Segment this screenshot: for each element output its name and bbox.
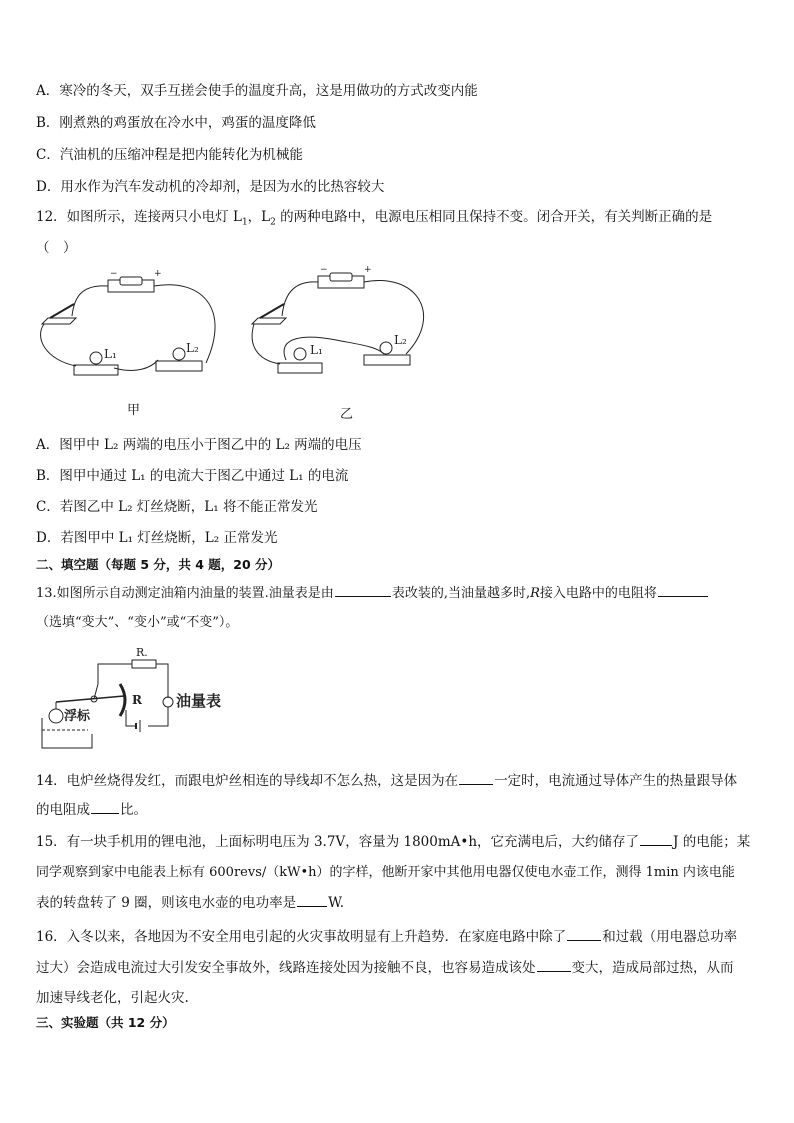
- lamp-label-l2: L₂: [186, 341, 199, 355]
- q14-line2: [36, 800, 147, 820]
- label-float: 浮标: [64, 709, 91, 724]
- q16-line3: 加速导线老化，引起火灾.: [36, 990, 189, 1006]
- oil-meter-dial: [163, 697, 173, 707]
- battery-cell: [330, 273, 352, 281]
- circuit-diagram-yi: [246, 264, 436, 384]
- q15-line2: 同学观察到家中电能表上标有 600revs/（kW•h）的字样，他断开家中其他用电器仅使电水壶工作，测得 1min 内该电能: [36, 865, 735, 880]
- q11-option-d: D．用水作为汽车发动机的冷却剂，是因为水的比热容较大: [36, 179, 385, 195]
- answer-blank: [567, 927, 601, 941]
- answer-blank: [640, 832, 672, 846]
- label-oil-meter: 油量表: [176, 692, 222, 710]
- section-fill-in-blank: 二、填空题（每题 5 分，共 4 题，20 分）: [36, 557, 281, 572]
- lamp-label-l1: L₁: [310, 343, 323, 357]
- lamp-label-l2: L₂: [394, 333, 407, 347]
- fig-label-yi: 乙: [340, 407, 354, 422]
- q15-text-d: 表的转盘转了 9 圈，则该电水壶的电功率是: [36, 895, 297, 911]
- q16-text-c: 过大）会造成电流过大引发安全事故外，线路连接处因为接触不良，也容易造成该处: [36, 960, 536, 976]
- wire: [126, 710, 136, 726]
- q15-text-e: W.: [328, 895, 344, 911]
- lamp-base-l1: [74, 365, 118, 375]
- q12-stem-b: 的两种电路中，电源电压相同且保持不变。闭合开关，有关判断正确的是: [275, 209, 713, 225]
- float: [49, 709, 63, 723]
- q16-text-b: 和过载（用电器总功率: [602, 929, 738, 945]
- answer-blank: [658, 583, 708, 597]
- switch-base: [42, 318, 76, 324]
- q12-option-d: D．若图甲中 L₁ 灯丝烧断，L₂ 正常发光: [36, 530, 278, 546]
- lamp-base-l2: [364, 355, 410, 365]
- fig-label-jia: 甲: [127, 403, 141, 418]
- svg-text:−: −: [320, 265, 328, 275]
- lever-arm: [56, 696, 124, 702]
- q15-line3: [36, 893, 344, 913]
- q16-line2: [36, 958, 734, 978]
- svg-text:−: −: [110, 269, 118, 279]
- resistor-r: [120, 684, 125, 716]
- answer-blank: [91, 800, 119, 814]
- svg-text:+: +: [154, 269, 162, 279]
- oil-gauge-diagram: [36, 644, 236, 754]
- q14-line1: [36, 771, 737, 791]
- bulb-l2: [173, 348, 185, 360]
- q11-option-a: A．寒冷的冬天，双手互搓会使手的温度升高，这是用做功的方式改变内能: [36, 83, 478, 99]
- wire: [41, 324, 76, 366]
- bulb-l1: [294, 348, 306, 360]
- q12-comma: ，L: [247, 209, 271, 225]
- lamp-label-l1: L₁: [104, 347, 117, 361]
- switch-lever: [50, 304, 74, 318]
- q13-text-c: 接入电路中的电阻将: [539, 586, 657, 601]
- battery-cell: [120, 277, 142, 285]
- q14-text-a: 14．电炉丝烧得发红，而跟电炉丝相连的导线却不怎么热，这是因为在: [36, 773, 459, 789]
- answer-blank: [459, 771, 493, 785]
- q12-option-c: C．若图乙中 L₂ 灯丝烧断，L₁ 将不能正常发光: [36, 499, 318, 515]
- q13-line2: （选填“变大”、“变小”或“不变”）。: [36, 615, 239, 630]
- svg-text:+: +: [364, 265, 372, 275]
- resistor-r0: [132, 660, 156, 668]
- label-r: R: [132, 693, 142, 707]
- wire: [98, 664, 132, 684]
- q12-stem: [36, 207, 712, 233]
- switch-base: [252, 318, 286, 324]
- q13-text-b: 表改装的,当油量越多时,: [391, 586, 531, 601]
- q14-text-d: 比。: [120, 802, 147, 818]
- wire: [114, 360, 158, 370]
- bulb-l1: [90, 352, 102, 364]
- wire: [282, 282, 318, 316]
- circuit-diagram-jia: [36, 268, 226, 388]
- lamp-base-l1: [278, 363, 322, 373]
- wire: [252, 324, 280, 364]
- q15-text-b: J 的电能；某: [673, 834, 751, 850]
- q12-stem-a: 12．如图所示，连接两只小电灯 L: [36, 209, 242, 225]
- q12-option-a: A．图甲中 L₂ 两端的电压小于图乙中的 L₂ 两端的电压: [36, 437, 362, 453]
- q11-option-c: C．汽油机的压缩冲程是把内能转化为机械能: [36, 147, 303, 163]
- q16-text-a: 16．入冬以来，各地因为不安全用电引起的火灾事故明显有上升趋势．在家庭电路中除了: [36, 929, 567, 945]
- switch-lever: [260, 304, 284, 318]
- q13-line1: [36, 583, 709, 604]
- bulb-l2: [380, 342, 392, 354]
- q12-sub1: 1: [241, 217, 248, 228]
- q13-r: R: [530, 586, 540, 601]
- q12-answer-paren: （ ）: [36, 240, 77, 256]
- answer-blank: [537, 958, 571, 972]
- wire: [156, 664, 168, 698]
- q12-sub2: 2: [270, 217, 276, 228]
- wire: [72, 286, 108, 316]
- q16-text-d: 变大，造成局部过热，从而: [571, 960, 734, 976]
- q13-text-a: 13.如图所示自动测定油箱内油量的装置.油量表是由: [36, 586, 334, 601]
- answer-blank: [335, 583, 391, 597]
- lamp-base-l2: [156, 361, 202, 371]
- q16-line1: [36, 927, 737, 947]
- q15-line1: [36, 832, 750, 852]
- q15-text-a: 15．有一块手机用的锂电池，上面标明电压为 3.7V，容量为 1800mA•h，它充满电后，大约储存了: [36, 834, 640, 850]
- label-r0: R.: [136, 646, 148, 659]
- q11-option-b: B．刚煮熟的鸡蛋放在冷水中，鸡蛋的温度降低: [36, 115, 316, 131]
- section-experiment: 三、实验题（共 12 分）: [36, 1015, 175, 1030]
- q12-option-b: B．图甲中通过 L₁ 的电流大于图乙中通过 L₁ 的电流: [36, 468, 349, 484]
- wire: [148, 707, 168, 726]
- q14-text-c: 的电阻成: [36, 802, 90, 818]
- q14-text-b: 一定时，电流通过导体产生的热量跟导体: [494, 773, 738, 789]
- answer-blank: [297, 893, 327, 907]
